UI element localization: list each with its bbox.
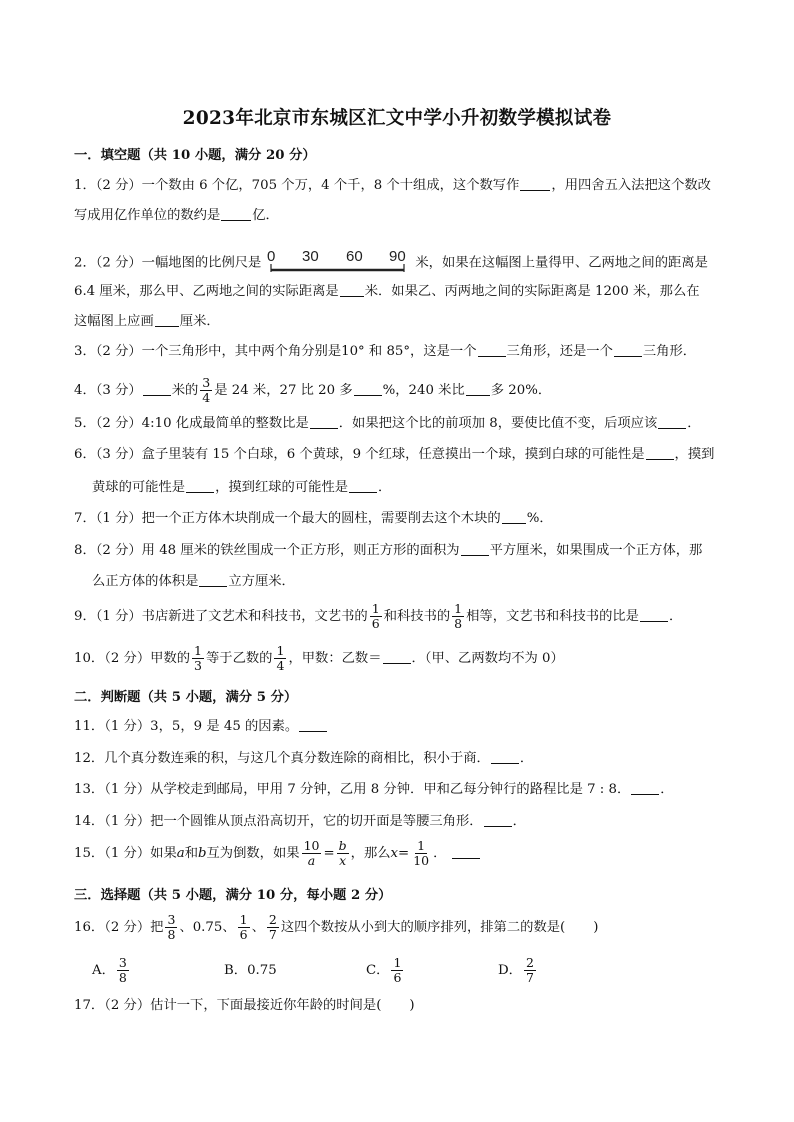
question-14: 14．（1 分）把一个圆锥从顶点沿高切开，它的切开面是等腰三角形． ． (74, 814, 526, 829)
question-7: 7．（1 分）把一个正方体木块削成一个最大的圆柱，需要削去这个木块的 %． (74, 511, 553, 526)
answer-blank[interactable] (186, 480, 214, 493)
fraction: $\frac{2}{7}$ (525, 954, 534, 985)
question-2-cont: 6.4 厘米，那么甲、乙两地之间的实际距离是 米．如果乙、丙两地之间的实际距离是 1200 米，那么在 (74, 284, 700, 299)
section-fill-blank-heading: 一．填空题（共 10 小题，满分 20 分） (74, 148, 316, 163)
section-true-false-heading: 二．判断题（共 5 小题，满分 5 分） (74, 690, 298, 705)
answer-blank[interactable] (491, 751, 519, 764)
answer-blank[interactable] (155, 314, 179, 327)
question-2: 2．（2 分）一幅地图的比例尺是 0 30 60 90 米，如果在这幅图上量得甲、乙两地之间的距离是 (74, 250, 708, 276)
question-6: 6．（3 分）盒子里装有 15 个白球，6 个黄球，9 个红球，任意摸出一个球，摸到白球的可能性是 ，摸到 (74, 447, 715, 462)
question-2-cont2: 这幅图上应画 厘米． (74, 314, 220, 329)
answer-blank[interactable] (221, 208, 251, 221)
fraction: $\frac{3}{8}$ (118, 954, 127, 985)
answer-blank[interactable] (640, 609, 668, 622)
option-b[interactable]: B．0.75 (224, 963, 277, 978)
fraction: $\frac{1}{6}$ (371, 600, 380, 631)
answer-blank[interactable] (478, 344, 506, 357)
scale-label-0: 0 (267, 250, 276, 265)
fraction: $\frac{1}{6}$ (239, 911, 248, 942)
question-9: 9．（1 分）书店新进了文艺术和科技书，文艺书的 $\frac{1}{6}$ 和科技书的 $\frac{1}{8}$ 相等，文艺书和科技书的比是 ． (74, 600, 683, 631)
question-13: 13．（1 分）从学校走到邮局，甲用 7 分钟，乙用 8 分钟．甲和乙每分钟行的路程比是 7 : 8． ． (74, 782, 674, 797)
question-10: 10．（2 分）甲数的 $\frac{1}{3}$ 等于乙数的 $\frac{1}{4}$ ，甲数：乙数＝ ．（甲、乙两数均不为 0） (74, 642, 564, 673)
scale-label-60: 60 (346, 250, 364, 265)
answer-blank[interactable] (502, 511, 526, 524)
question-8-cont: 么正方体的体积是 立方厘米． (92, 574, 295, 589)
answer-blank[interactable] (461, 543, 489, 556)
fraction: $\frac{1}{6}$ (393, 954, 402, 985)
question-5: 5．（2 分）4:10 化成最简单的整数比是 ．如果把这个比的前项加 8，要使比值不变，后项应该 ． (74, 416, 701, 431)
question-12: 12．几个真分数连乘的积，与这几个真分数连除的商相比，积小于商． ． (74, 751, 534, 766)
answer-blank[interactable] (354, 383, 382, 396)
fraction: $\frac{1}{3}$ (194, 642, 202, 673)
answer-blank[interactable] (631, 782, 659, 795)
option-c[interactable]: C． $\frac{1}{6}$ (366, 954, 402, 985)
fraction: $\frac{1}{4}$ (276, 642, 285, 673)
answer-blank[interactable] (614, 344, 642, 357)
fraction: $\frac{3}{8}$ (167, 911, 176, 942)
option-a[interactable]: A． $\frac{3}{8}$ (92, 954, 127, 985)
question-17: 17．（2 分）估计一下，下面最接近你年龄的时间是( ) (74, 998, 415, 1013)
option-d[interactable]: D． $\frac{2}{7}$ (498, 954, 534, 985)
answer-blank[interactable] (658, 416, 686, 429)
map-scale-bar (265, 250, 411, 276)
section-choice-heading: 三．选择题（共 5 小题，满分 10 分，每小题 2 分） (74, 888, 392, 903)
question-4: 4．（3 分） 米的 $\frac{3}{4}$ 是 24 米，27 比 20 多 %，240 米比 多 20%． (74, 374, 552, 405)
question-6-cont: 黄球的可能性是 ，摸到红球的可能性是 ． (92, 480, 392, 495)
answer-blank[interactable] (340, 284, 364, 297)
fraction: $\frac{1}{8}$ (454, 600, 463, 631)
question-16: 16．（2 分）把 $\frac{3}{8}$ 、0.75、 $\frac{1}{6}$ 、 $\frac{2}{7}$ 这四个数按从小到大的顺序排列，排第二的数是( ) (74, 911, 599, 942)
question-8: 8．（2 分）用 48 厘米的铁丝围成一个正方形，则正方形的面积为 平方厘米，如果围成一个正方体，那 (74, 543, 703, 558)
answer-blank[interactable] (143, 383, 171, 396)
fraction: $\frac{10}{a}$ (303, 837, 320, 868)
scale-label-30: 30 (302, 250, 320, 265)
answer-blank[interactable] (646, 447, 674, 460)
page-title: 2023年北京市东城区汇文中学小升初数学模拟试卷 (182, 108, 612, 129)
answer-blank[interactable] (199, 574, 227, 587)
fraction: $\frac{b}{x}$ (338, 837, 347, 868)
answer-blank[interactable] (452, 846, 480, 859)
scale-label-90: 90 (389, 250, 407, 265)
answer-blank[interactable] (484, 814, 512, 827)
answer-blank[interactable] (383, 651, 411, 664)
fraction: $\frac{2}{7}$ (268, 911, 277, 942)
fraction: $\frac{3}{4}$ (202, 374, 211, 405)
question-15: 15．（1 分）如果a和b互为倒数，如果 $\frac{10}{a}$ = $\frac{b}{x}$ ，那么x= $\frac{1}{10}$ ． (74, 838, 481, 870)
question-3: 3．（2 分）一个三角形中，其中两个角分别是10° 和 85°，这是一个 三角形，还是一个 三角形． (74, 344, 697, 359)
answer-blank[interactable] (466, 383, 490, 396)
answer-blank[interactable] (349, 480, 377, 493)
question-1: 1．（2 分）一个数由 6 个亿，705 个万，4 个千，8 个十组成，这个数写作 ，用四舍五入法把这个数改 (74, 178, 711, 193)
question-11: 11．（1 分）3，5，9 是 45 的因素。 (74, 717, 328, 737)
question-1-cont: 写成用亿作单位的数约是 亿． (74, 208, 279, 223)
answer-blank[interactable] (520, 178, 550, 191)
answer-blank[interactable] (310, 416, 338, 429)
fraction: $\frac{1}{10}$ (413, 837, 430, 868)
answer-blank[interactable] (299, 719, 327, 732)
